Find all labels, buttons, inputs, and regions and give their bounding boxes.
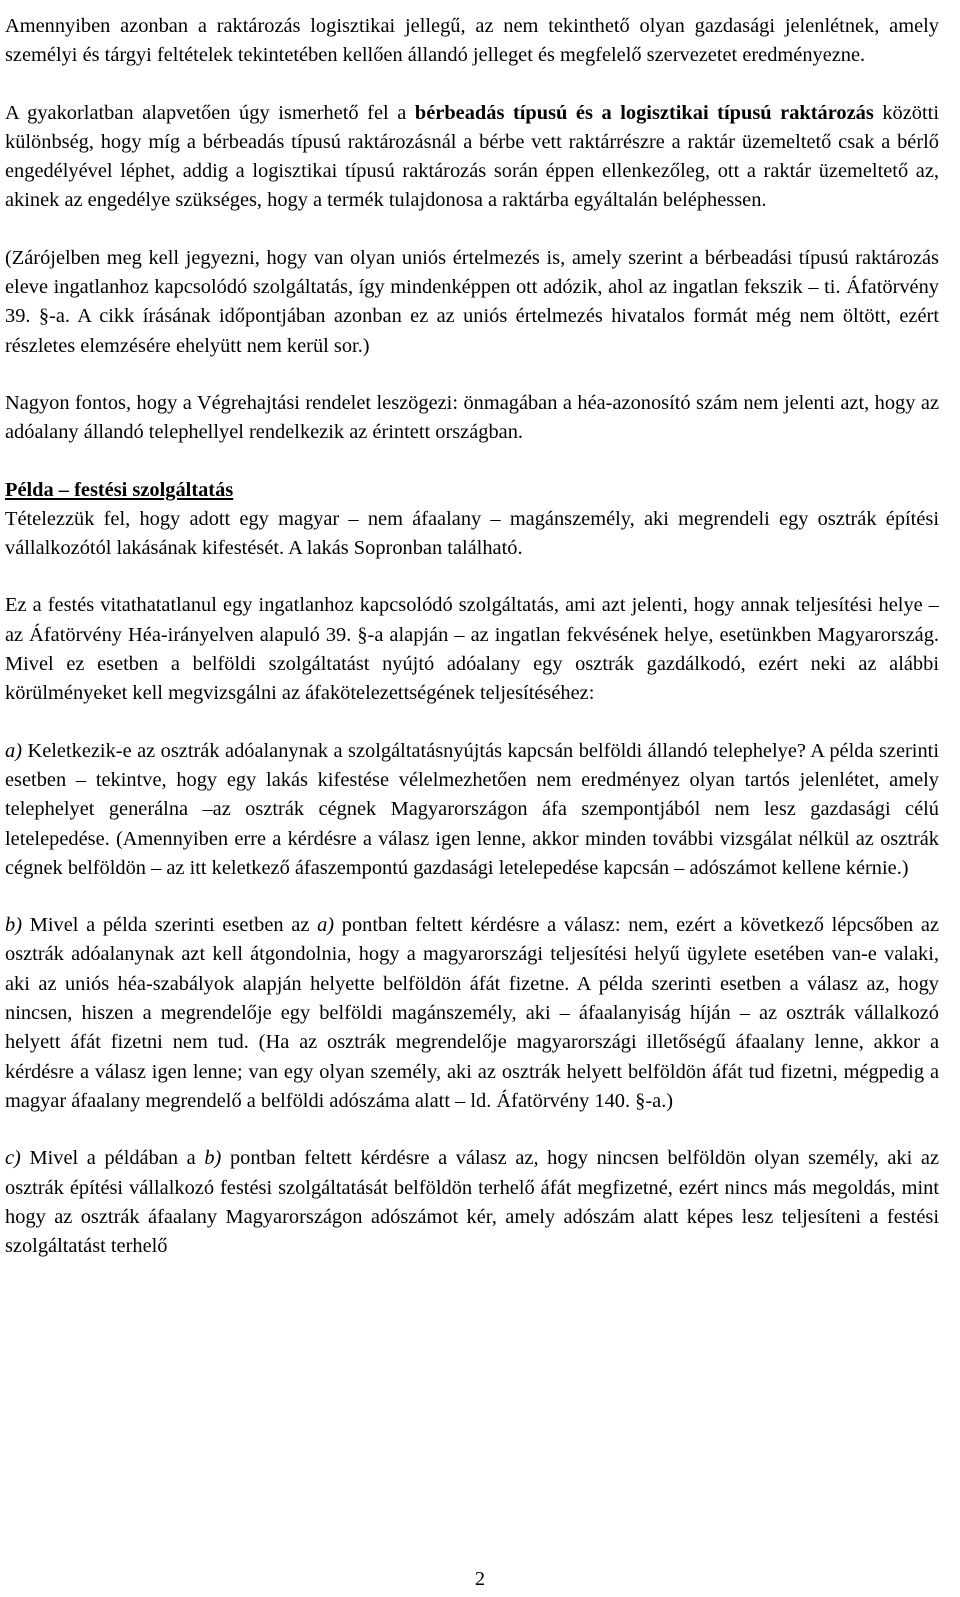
paragraph-text: pontban feltett kérdésre a válasz az, hogy nincsen belföldön olyan személy, aki az osztrák építési vállalkozó festési szolgáltatását belföldön terhelő áfát megfizetné, ezért nincs más megoldás, mint hogy az osztrák áfaalany Magyarországon adószámot kér, amely adószám alatt képes lesz teljesíteni a festési szolgáltatást terhelő xyxy=(5,1147,939,1258)
paragraph-painting-service: Ez a festés vitathatatlanul egy ingatlanhoz kapcsolódó szolgáltatás, ami azt jelenti, hogy annak teljesítési helye – az Áfatörvény Héa-irányelven alapuló 39. §-a alapján – az ingatlan fekvésének helye, esetünkben Magyarország. Mivel ez esetben a belföldi szolgáltatást nyújtó adóalany egy osztrák gazdálkodó, ezért neki az alábbi körülményeket kell megvizsgálni az áfakötelezettségének teljesítéséhez: xyxy=(5,594,939,705)
point-reference: a) xyxy=(317,914,335,937)
paragraph-point-a xyxy=(5,737,939,883)
point-label: b) xyxy=(5,914,22,937)
example-heading: Példa – festési szolgáltatás xyxy=(5,478,234,501)
paragraph-point-c xyxy=(5,1144,939,1261)
paragraph-logistic-storage: Amennyiben azonban a raktározás logisztikai jellegű, az nem tekinthető olyan gazdasági jelenlétnek, amely személyi és tárgyi feltételek tekintetében kellően állandó jelleget és megfelelő szervezetet eredményezne. xyxy=(5,15,939,67)
example-intro-text: Tételezzük fel, hogy adott egy magyar – nem áfaalany – magánszemély, aki megrendeli egy osztrák építési vállalkozótól lakásának kifestését. A lakás Sopronban található. xyxy=(5,507,939,560)
point-label: c) xyxy=(5,1147,21,1170)
paragraph-text: Mivel a példa szerinti esetben az xyxy=(22,914,318,937)
paragraph-text: A gyakorlatban alapvetően úgy ismerhető fel a xyxy=(5,101,415,124)
paragraph-text: pontban feltett kérdésre a válasz: nem, ezért a következő lépcsőben az osztrák adóalanynak azt kell átgondolnia, hogy a magyarországi teljesítési helyű ügylete esetében van-e valaki, aki az uniós héa-szabályok alapján helyette belföldön áfát fizetne. A példa szerinti esetben a válasz az, hogy nincsen, hiszen a megrendelője egy belföldi magánszemély, aki – áfaalanyiság híján – az osztrák vállalkozó helyett áfát fizetni nem tud. (Ha az osztrák megrendelője magyarországi illetőségű áfaalany lenne, akkor a kérdésre a válasz igen lenne; van egy olyan személy, aki az osztrák helyett belföldön áfát tud fizetni, mégpedig a magyar áfaalany megrendelő a belföldi adószáma alatt – ld. Áfatörvény 140. §-a.) xyxy=(5,914,939,1112)
paragraph-vat-number-note: Nagyon fontos, hogy a Végrehajtási rendelet leszögezi: önmagában a héa-azonosító szám nem jelenti azt, hogy az adóalany állandó telephellyel rendelkezik az érintett országban. xyxy=(5,391,939,444)
paragraph-point-b xyxy=(5,911,939,1116)
point-reference: b) xyxy=(204,1147,222,1170)
point-label: a) xyxy=(5,739,22,762)
page-number: 2 xyxy=(474,1568,486,1590)
example-section xyxy=(5,476,939,564)
document-page xyxy=(5,12,939,1261)
paragraph-parenthetical-note: (Zárójelben meg kell jegyezni, hogy van olyan uniós értelmezés is, amely szerint a bérbeadási típusú raktározás eleve ingatlanhoz kapcsolódó szolgáltatás, így mindenképpen ott adózik, ahol az ingatlan fekszik – ti. Áfatörvény 39. §-a. A cikk írásának időpontjában azonban ez az uniós értelmezés hivatalos formát még nem öltött, ezért részletes elemzésére ehelyütt nem kerül sor.) xyxy=(5,246,939,357)
paragraph-text: Mivel a példában a xyxy=(20,1147,205,1170)
bold-term: bérbeadás típusú és a logisztikai típusú raktározás xyxy=(414,101,874,124)
paragraph-text: Keletkezik-e az osztrák adóalanynak a szolgáltatásnyújtás kapcsán belföldi állandó telephelye? A példa szerinti esetben – tekintve, hogy egy lakás kifestése vélelmezhetően nem eredményez olyan tartós jelenlétet, amely telephelyet generálna –az osztrák cégnek Magyarországon áfa szempontjából nem lesz gazdasági célú letelepedése. (Amennyiben erre a kérdésre a válasz igen lenne, akkor minden további vizsgálat nélkül az osztrák cégnek belföldön – az itt keletkező áfaszempontú gazdasági letelepedése kapcsán – adószámot kellene kérnie.) xyxy=(5,739,939,879)
paragraph-storage-difference xyxy=(5,99,939,216)
paragraph-text: közötti különbség, hogy míg a bérbeadás típusú raktározásnál a bérbe vett raktárrészre a raktár üzemeltető csak a bérlő engedélyével léphet, addig a logisztikai típusú raktározás során éppen ellenkezőleg, ott a raktár üzemeltető az, akinek az engedélye szükséges, hogy a termék tulajdonosa a raktárba egyáltalán beléphessen. xyxy=(5,101,939,212)
